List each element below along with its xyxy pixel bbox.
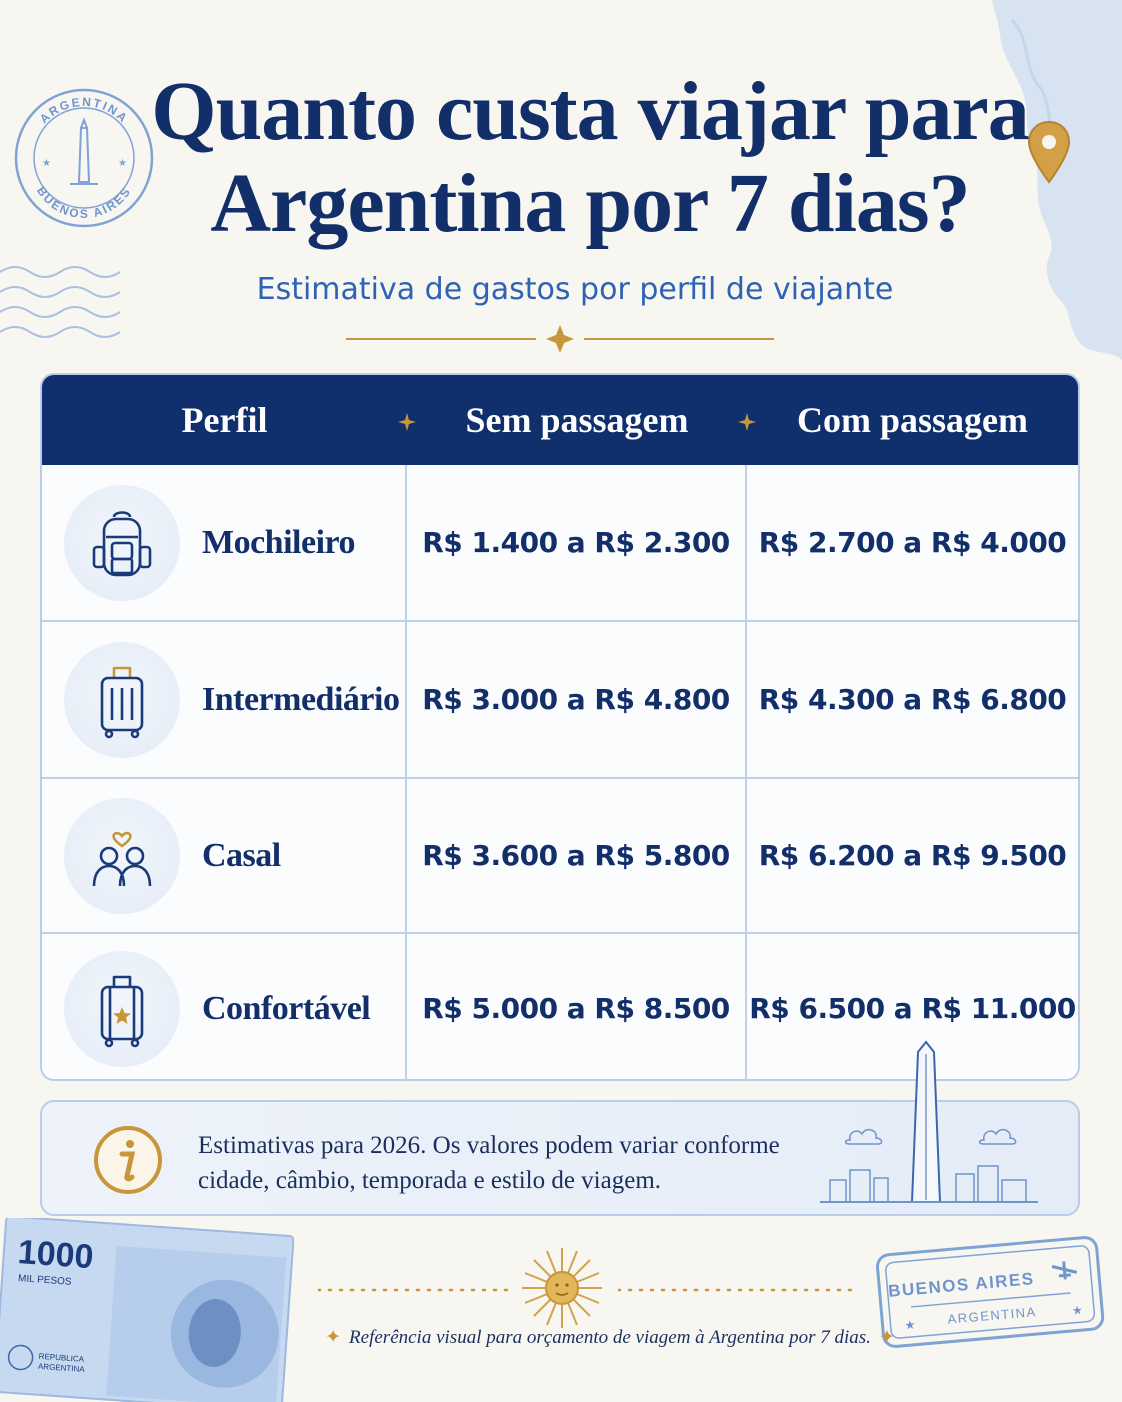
price-sem: R$ 3.600 a R$ 5.800: [422, 839, 730, 872]
title-line1: Quanto custa viajar para: [151, 65, 1029, 158]
stamp-bottom-line2: ARGENTINA: [946, 1304, 1038, 1327]
price-cell-sem: [407, 465, 747, 620]
price-cell-sem: [407, 779, 747, 932]
profile-name: Confortável: [202, 989, 371, 1027]
sparkle-icon: [398, 413, 416, 431]
note-line2: cidade, câmbio, temporada e estilo de viagem.: [198, 1167, 662, 1194]
sparkle-icon: ✦: [325, 1327, 342, 1348]
price-sem: R$ 5.000 a R$ 8.500: [422, 992, 730, 1025]
bill-country2: ARGENTINA: [37, 1361, 85, 1374]
stamp-bottom-line1: BUENOS AIRES: [887, 1269, 1036, 1301]
profile-cell: [42, 622, 407, 777]
title-line2: Argentina por 7 dias?: [210, 157, 970, 250]
profile-name: Intermediário: [202, 680, 400, 718]
backpack-icon: [64, 485, 180, 601]
table-row: [42, 777, 1078, 932]
profile-cell: [42, 465, 407, 620]
table-row: [42, 465, 1078, 620]
price-sem: R$ 1.400 a R$ 2.300: [422, 526, 730, 559]
header-label: Perfil: [181, 400, 268, 440]
sun-of-may-icon: [520, 1246, 604, 1330]
header-cell-perfil: [42, 375, 407, 465]
price-cell-sem: [407, 622, 747, 777]
bill-label: MIL PESOS: [17, 1273, 72, 1288]
cost-table: [40, 373, 1080, 1081]
price-cell-sem: [407, 934, 747, 1081]
ornament-divider: [340, 322, 780, 356]
header-cell-com-passagem: [747, 375, 1078, 465]
peso-banknote: [0, 1218, 294, 1402]
profile-cell: [42, 779, 407, 932]
price-com: R$ 6.500 a R$ 11.000: [749, 992, 1076, 1025]
table-header: [42, 375, 1078, 465]
price-com: R$ 2.700 a R$ 4.000: [758, 526, 1067, 559]
bill-value: 1000: [16, 1233, 95, 1277]
page-title: [120, 66, 1060, 250]
star-suitcase-icon: [64, 951, 180, 1067]
note-text: [198, 1128, 818, 1198]
price-cell-com: [747, 622, 1078, 777]
header-label: Sem passagem: [465, 400, 689, 440]
svg-text:★: ★: [904, 1317, 917, 1333]
price-com: R$ 4.300 a R$ 6.800: [758, 683, 1067, 716]
price-cell-com: [747, 779, 1078, 932]
couple-icon: [64, 798, 180, 914]
sparkle-icon: [738, 413, 756, 431]
svg-text:★: ★: [42, 158, 51, 169]
header-label: Com passagem: [797, 400, 1028, 440]
note-line1: Estimativas para 2026. Os valores podem variar conforme: [198, 1132, 780, 1159]
table-row: [42, 620, 1078, 777]
info-icon: [92, 1124, 164, 1196]
footer-caption: [300, 1326, 920, 1349]
bill-country1: REPUBLICA: [38, 1351, 85, 1364]
price-cell-com: [747, 465, 1078, 620]
header-cell-sem-passagem: [407, 375, 747, 465]
obelisk-skyline-illustration: [800, 1040, 1050, 1210]
stamp-top-line2: BUENOS AIRES: [34, 183, 134, 222]
stamp-top-line1: ARGENTINA: [36, 94, 132, 127]
postmark-waves: [0, 262, 120, 342]
sparkle-icon: ✦: [878, 1327, 895, 1348]
dotted-line-right: [618, 1287, 858, 1293]
profile-name: Casal: [202, 836, 281, 874]
profile-name: Mochileiro: [202, 523, 355, 561]
price-sem: R$ 3.000 a R$ 4.800: [422, 683, 730, 716]
svg-text:★: ★: [1071, 1303, 1084, 1318]
suitcase-icon: [64, 642, 180, 758]
dotted-line-left: [318, 1287, 508, 1293]
profile-cell: [42, 934, 407, 1081]
footer-text: Referência visual para orçamento de viagem à Argentina por 7 dias.: [349, 1327, 871, 1348]
price-com: R$ 6.200 a R$ 9.500: [758, 839, 1067, 872]
svg-text:★: ★: [118, 158, 127, 169]
page-subtitle: Estimativa de gastos por perfil de viajante: [256, 272, 894, 307]
